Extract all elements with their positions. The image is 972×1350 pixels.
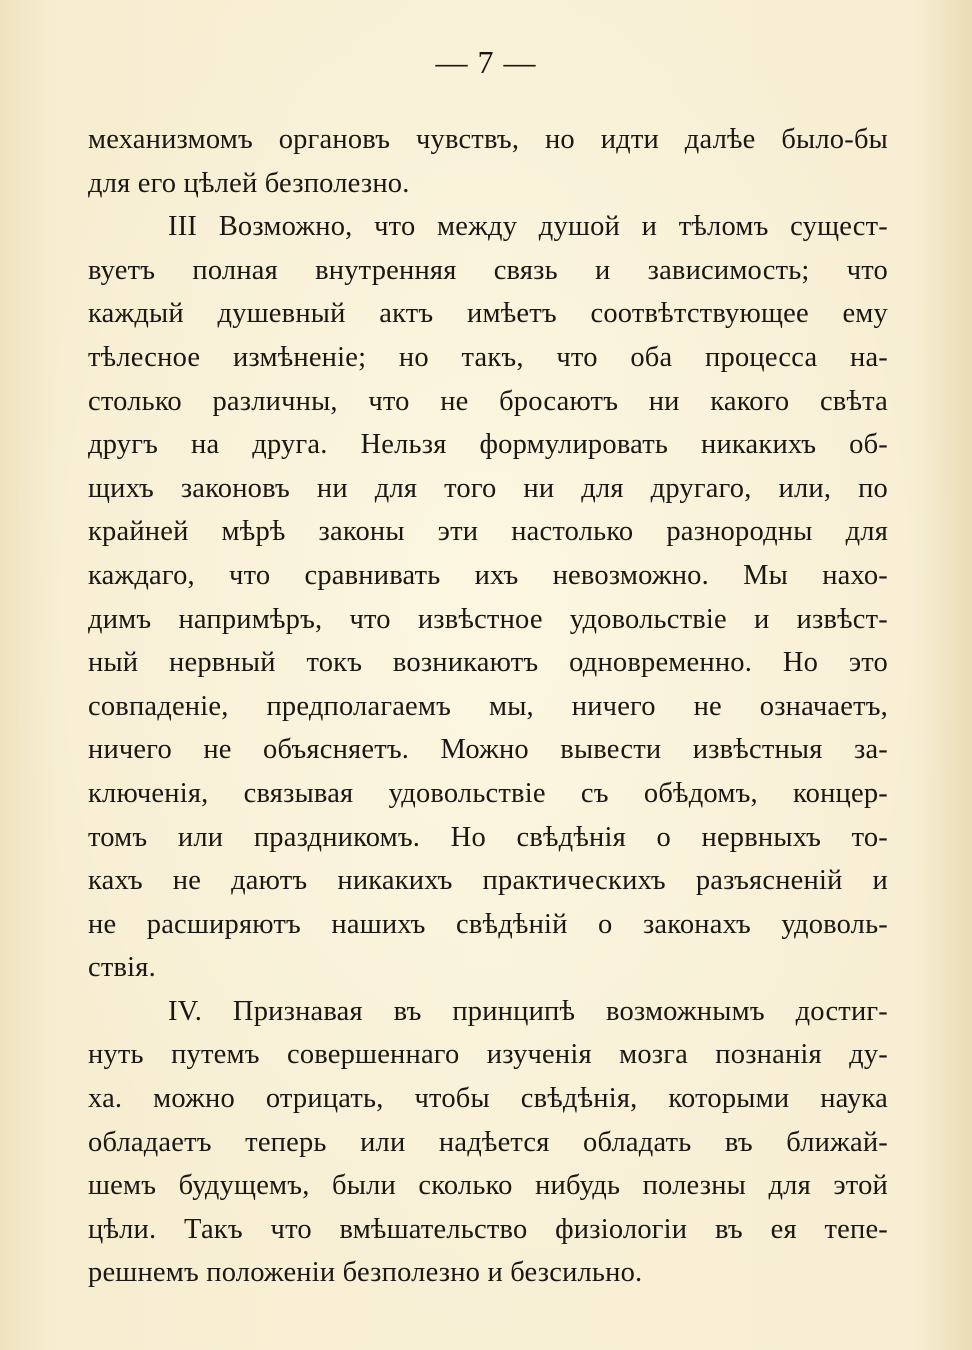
text-line: ха. можно отрицать, чтобы свѣдѣнія, которыми наука [88, 1083, 888, 1115]
text-line: решнемъ положеніи безполезно и безсильно. [88, 1257, 643, 1289]
text-line: цѣли. Такъ что вмѣшательство физіологіи въ ея тепе- [88, 1213, 888, 1245]
text-line: кахъ не даютъ никакихъ практическихъ разъясненій и [88, 865, 888, 897]
text-line: крайней мѣрѣ законы эти настолько разнородны для [88, 516, 888, 548]
text-line: томъ или праздникомъ. Но свѣдѣнія о нервныхъ то- [88, 821, 888, 853]
text-line: механизмомъ органовъ чувствъ, но идти далѣе было-бы [88, 124, 888, 155]
text-line: другъ на друга. Нельзя формулировать никакихъ об- [88, 429, 888, 461]
text-line: каждаго, что сравнивать ихъ невозможно. Мы нахо- [88, 559, 888, 591]
text-line: тѣлесное измѣненіе; но такъ, что оба процесса на- [88, 341, 888, 373]
text-line: каждый душевный актъ имѣетъ соотвѣтствующее ему [88, 298, 888, 330]
text-line: ствія. [88, 952, 156, 984]
text-line: столько различны, что не бросаютъ ни какого свѣта [88, 385, 888, 417]
text-line: нуть путемъ совершеннаго изученія мозга познанія ду- [88, 1039, 888, 1071]
text-line: димъ напримѣръ, что извѣстное удовольствіе и извѣст- [88, 603, 888, 635]
body-text [88, 118, 888, 1295]
text-line: совпаденіе, предполагаемъ мы, ничего не означаетъ, [88, 690, 888, 722]
text-line: ный нервный токъ возникаютъ одновременно. Но это [88, 647, 888, 679]
text-line: IV. Признавая въ принципѣ возможнымъ достиг- [168, 995, 888, 1027]
text-line: ничего не объясняетъ. Можно вывести извѣстныя за- [88, 734, 888, 766]
text-line: не расширяютъ нашихъ свѣдѣній о законахъ удоволь- [88, 908, 888, 940]
page-number: — 7 — [435, 44, 537, 80]
text-line: III Возможно, что между душой и тѣломъ сущест- [168, 211, 888, 243]
text-line: шемъ будущемъ, были сколько нибудь полезны для этой [88, 1170, 888, 1202]
text-line: ключенія, связывая удовольствіе съ обѣдомъ, концер- [88, 777, 888, 809]
text-line: щихъ законовъ ни для того ни для другаго, или, по [88, 472, 888, 504]
text-line: вуетъ полная внутренняя связь и зависимость; что [88, 254, 888, 286]
text-line: обладаетъ теперь или надѣется обладать въ ближай- [88, 1126, 888, 1158]
text-line: для его цѣлей безполезно. [88, 167, 410, 199]
